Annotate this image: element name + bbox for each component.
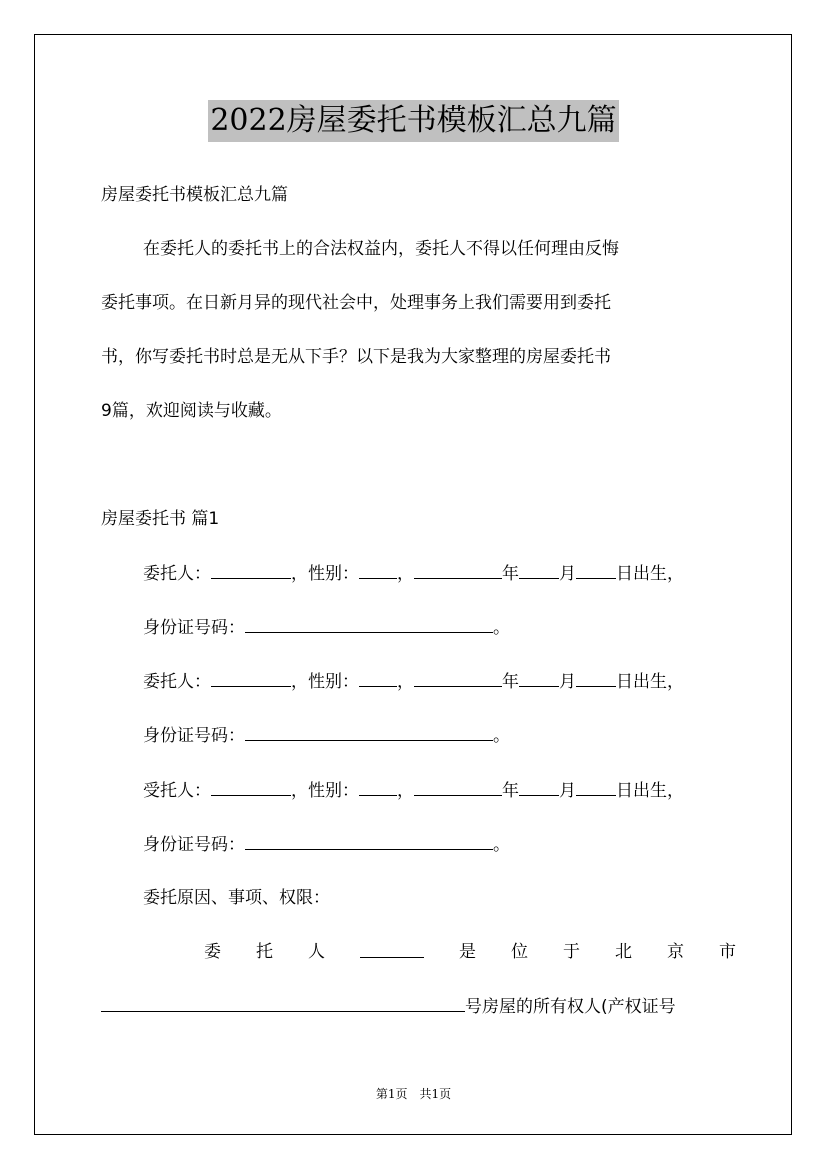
day-label: 日出生，: [616, 781, 684, 801]
comma: ，: [397, 781, 414, 801]
party-line: [143, 562, 684, 585]
name-blank[interactable]: [211, 562, 291, 579]
day-label: 日出生，: [616, 564, 684, 584]
id-blank[interactable]: [245, 616, 493, 633]
gender-blank[interactable]: [359, 562, 397, 579]
page-total: 共1页: [419, 1087, 452, 1101]
page-number: 第1页: [375, 1087, 408, 1101]
year-blank[interactable]: [414, 670, 502, 687]
party-role-label: 委托人：: [143, 564, 211, 584]
clause-char: 委: [204, 942, 221, 962]
intro-line-4: 9篇，欢迎阅读与收藏。: [101, 401, 282, 421]
day-blank[interactable]: [576, 779, 616, 796]
day-label: 日出生，: [616, 672, 684, 692]
month-blank[interactable]: [519, 670, 559, 687]
month-label: 月: [559, 672, 576, 692]
address-blank[interactable]: [101, 995, 465, 1012]
month-blank[interactable]: [519, 562, 559, 579]
id-blank[interactable]: [245, 724, 493, 741]
day-blank[interactable]: [576, 562, 616, 579]
clause-blank[interactable]: [360, 941, 424, 958]
day-blank[interactable]: [576, 670, 616, 687]
comma: ，: [397, 672, 414, 692]
year-label: 年: [502, 672, 519, 692]
year-blank[interactable]: [414, 779, 502, 796]
gender-label: ，性别：: [291, 781, 359, 801]
comma: ，: [397, 564, 414, 584]
document-title: 2022房屋委托书模板汇总九篇: [208, 100, 618, 142]
clause-char: 是: [459, 942, 476, 962]
party-role-label: 受托人：: [143, 781, 211, 801]
id-label: 身份证号码：: [143, 618, 245, 638]
clause-char: 京: [667, 942, 684, 962]
year-blank[interactable]: [414, 562, 502, 579]
title-wrap: [0, 100, 827, 142]
gender-label: ，性别：: [291, 672, 359, 692]
gender-label: ，性别：: [291, 564, 359, 584]
month-label: 月: [559, 781, 576, 801]
clause-line-2-text: 号房屋的所有权人(产权证号: [465, 997, 676, 1017]
id-label: 身份证号码：: [143, 835, 245, 855]
clause-char: 北: [615, 942, 632, 962]
intro-line-2: 委托事项。在日新月异的现代社会中，处理事务上我们需要用到委托: [101, 293, 611, 313]
clause-char: 于: [563, 942, 580, 962]
clause-char: 位: [511, 942, 528, 962]
id-end: 。: [493, 618, 510, 638]
year-label: 年: [502, 564, 519, 584]
intro-line-1: 在委托人的委托书上的合法权益内，委托人不得以任何理由反悔: [143, 239, 619, 259]
page-footer: [0, 1085, 827, 1102]
intro-line-3: 书，你写委托书时总是无从下手？以下是我为大家整理的房屋委托书: [101, 347, 611, 367]
id-end: 。: [493, 835, 510, 855]
clause-line-1: [204, 941, 736, 963]
party-line: [143, 670, 684, 693]
section-heading: 房屋委托书 篇1: [101, 509, 220, 529]
month-label: 月: [559, 564, 576, 584]
id-blank[interactable]: [245, 833, 493, 850]
id-line: [143, 616, 510, 639]
id-label: 身份证号码：: [143, 726, 245, 746]
id-line: [143, 724, 510, 747]
party-line: [143, 779, 684, 802]
month-blank[interactable]: [519, 779, 559, 796]
clause-char: 市: [719, 942, 736, 962]
party-role-label: 委托人：: [143, 672, 211, 692]
gender-blank[interactable]: [359, 779, 397, 796]
gender-blank[interactable]: [359, 670, 397, 687]
year-label: 年: [502, 781, 519, 801]
clause-char: 人: [308, 942, 325, 962]
id-line: [143, 833, 510, 856]
name-blank[interactable]: [211, 779, 291, 796]
id-end: 。: [493, 726, 510, 746]
clause-line-2: [101, 995, 676, 1018]
clause-char: 托: [256, 942, 273, 962]
document-subtitle: 房屋委托书模板汇总九篇: [101, 185, 288, 205]
reason-heading: 委托原因、事项、权限：: [143, 888, 330, 908]
name-blank[interactable]: [211, 670, 291, 687]
